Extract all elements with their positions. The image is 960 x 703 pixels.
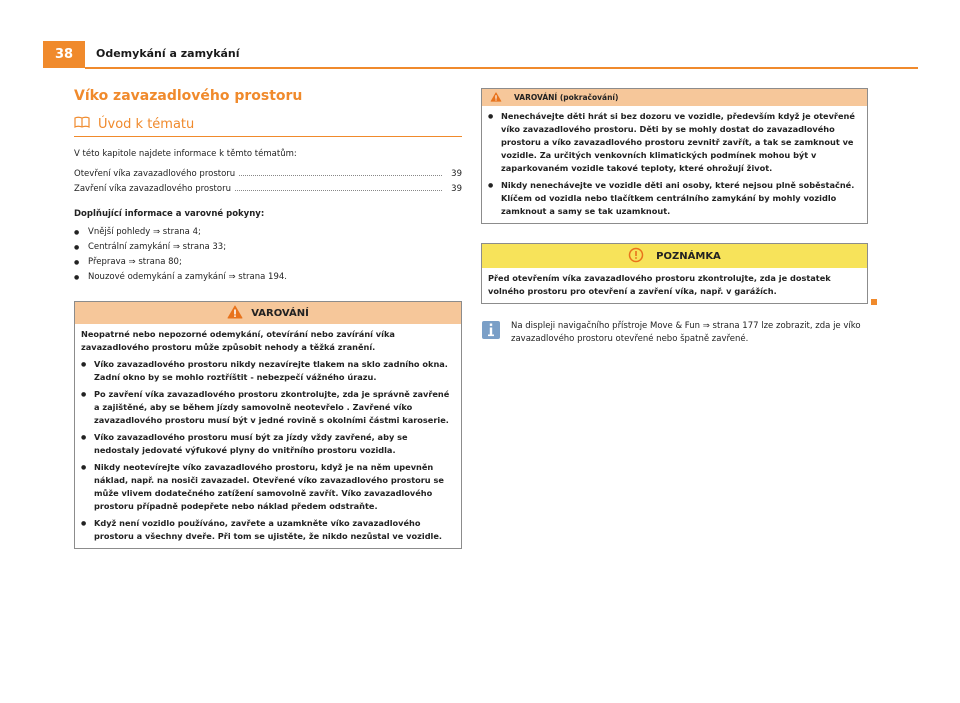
info-note <box>481 320 868 346</box>
info-text: Na displeji navigačního přístroje Move & Fun ⇒ strana 177 lze zobrazit, zda je víko zavazadlového prostoru otevřené nebo špatně zavřené. <box>511 321 861 344</box>
toc-row[interactable] <box>74 167 462 182</box>
toc-label: Otevření víka zavazadlového prostoru <box>74 169 236 179</box>
page-number: 38 <box>43 41 85 68</box>
note-header <box>482 244 867 268</box>
end-marker <box>871 299 877 305</box>
header-rule <box>85 67 918 69</box>
warning-icon <box>490 92 502 104</box>
note-title: POZNÁMKA <box>656 250 721 262</box>
warning-cont-title: VAROVÁNÍ (pokračování) <box>514 93 619 102</box>
warning-header <box>75 302 461 324</box>
further-info-title: Doplňující informace a varovné pokyny: <box>74 209 265 219</box>
toc-page: 39 <box>451 184 462 194</box>
further-info-list <box>74 225 462 285</box>
list-item[interactable]: ● Nouzové odemykání a zamykání ⇒ strana 194. <box>74 270 462 285</box>
warning-item: ● Po zavření víka zavazadlového prostoru zkontrolujte, zda je správně zavřené a zajištěné, aby se během jízdy samovolně neotevřelo . Zavřené víko zavazadlového prostoru musí být v jedné rovině s okolními částmi karoserie. <box>81 388 455 427</box>
intro-text: V této kapitole najdete informace k těmto tématům: <box>74 149 297 159</box>
section-title: Víko zavazadlového prostoru <box>74 88 303 104</box>
warning-item: ● Víko zavazadlového prostoru musí být za jízdy vždy zavřené, aby se nedostaly jedovaté výfukové plyny do vnitřního prostoru vozidla. <box>81 431 455 457</box>
warning-item: ● Když není vozidlo používáno, zavřete a uzamkněte víko zavazadlového prostoru a všechny dveře. Při tom se ujistěte, že nikdo nezůstal ve vozidle. <box>81 517 455 543</box>
list-item[interactable]: ● Centrální zamykání ⇒ strana 33; <box>74 240 462 255</box>
note-box <box>481 243 868 304</box>
warning-cont-box <box>481 88 868 224</box>
note-body: Před otevřením víka zavazadlového prostoru zkontrolujte, zda je dostatek volného prostoru pro otevření a zavření víka, např. v garážích. <box>488 273 831 296</box>
exclamation-icon <box>628 247 644 266</box>
toc-page: 39 <box>451 169 462 179</box>
right-column <box>481 88 868 346</box>
warning-icon <box>227 305 243 322</box>
warning-box <box>74 301 462 549</box>
warning-cont-header <box>482 89 867 106</box>
warning-item: ● Víko zavazadlového prostoru nikdy nezavírejte tlakem na sklo zadního okna. Zadní okno by se mohlo roztříštit - nebezpečí vážného úrazu. <box>81 358 455 384</box>
subsection-heading <box>74 116 462 137</box>
subsection-title: Úvod k tématu <box>98 116 195 132</box>
warning-title: VAROVÁNÍ <box>251 307 309 319</box>
list-item[interactable]: ● Přeprava ⇒ strana 80; <box>74 255 462 270</box>
warning-item: ● Nikdy nenechávejte ve vozidle děti ani osoby, které nejsou plně soběstačné. Klíčem od vozidla nebo tlačítkem centrálního zamykání by mohly vozidlo zamknout a samy se tak uzamknout. <box>488 179 861 218</box>
toc-leader <box>235 190 442 191</box>
toc-label: Zavření víka zavazadlového prostoru <box>74 184 231 194</box>
warning-body <box>75 324 461 548</box>
book-icon <box>74 116 90 132</box>
left-column <box>74 88 462 549</box>
toc-leader <box>239 175 442 176</box>
warning-item: ● Nikdy neotevírejte víko zavazadlového prostoru, když je na něm upevněn náklad, např. na nosiči zavazadel. Otevřené víko zavazadlového prostoru se může vlivem dodatečného zatížení samovolně zavřít. Víko zavazadlového prostoru případně podepřete nebo náklad předem odstraňte. <box>81 461 455 513</box>
warning-cont-body <box>482 106 867 223</box>
warning-item: ● Nenechávejte děti hrát si bez dozoru ve vozidle, především když je otevřené víko zavazadlového prostoru. Děti by se mohly dostat do zavazadlového prostoru a víko zavazadlového prostoru zevnitř zavřít, a tak se zamknout ve vozidle. Za určitých venkovních klimatických podmínek mohou být v zaparkovaném vozidle takové teploty, které ohrožují život. <box>488 110 861 175</box>
chapter-title: Odemykání a zamykání <box>96 47 240 60</box>
toc-row[interactable] <box>74 182 462 197</box>
list-item[interactable]: ● Vnější pohledy ⇒ strana 4; <box>74 225 462 240</box>
info-icon <box>481 320 501 346</box>
warning-lead: Neopatrné nebo nepozorné odemykání, otevírání nebo zavírání víka zavazadlového prostoru může způsobit nehody a těžká zranění. <box>81 329 395 352</box>
